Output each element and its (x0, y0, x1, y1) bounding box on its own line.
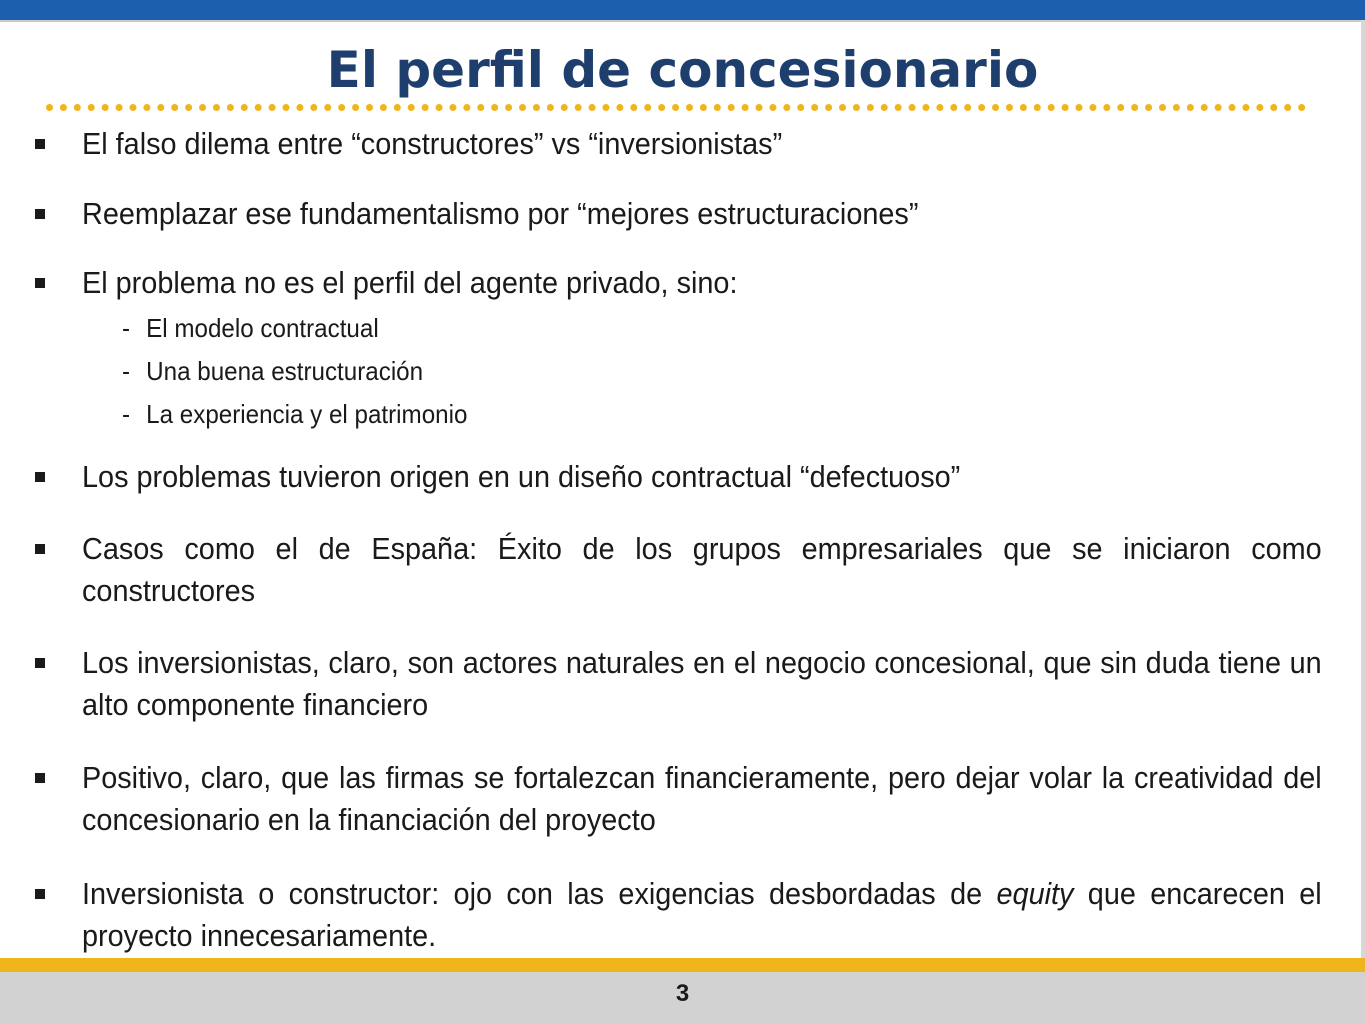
top-bar-shadow (0, 20, 1365, 22)
bullet-marker (35, 544, 45, 554)
sub-item-dash: - (122, 313, 131, 343)
sub-item-text: Una buena estructuración (146, 356, 424, 386)
bullet-text-part: Inversionista o constructor: ojo con las exigencias desbordadas de (82, 876, 997, 911)
sub-item-text: El modelo contractual (146, 313, 379, 343)
sub-item (122, 355, 423, 387)
right-edge-border (1361, 20, 1365, 975)
footer-accent-line (0, 958, 1365, 972)
bullet-text: Casos como el de España: Éxito de los grupos empresariales que se iniciaron como constructores (82, 531, 1322, 608)
top-color-bar (0, 0, 1365, 20)
bullet-text: Los problemas tuvieron origen en un diseño contractual “defectuoso” (82, 459, 961, 494)
bullet-text: El falso dilema entre “constructores” vs “inversionistas” (82, 126, 783, 161)
bullet-text-italic: equity (996, 876, 1074, 911)
sub-item-dash: - (122, 399, 131, 429)
bullet-text-part: que encarecen el proyecto innecesariamente. (82, 876, 1322, 953)
sub-item-dash: - (122, 356, 131, 386)
slide-title: El perfil de concesionario (326, 41, 1039, 99)
bullet-text: Reemplazar ese fundamentalismo por “mejores estructuraciones” (82, 196, 919, 231)
bullet-text: Positivo, claro, que las firmas se fortalezcan financieramente, pero dejar volar la creatividad del concesionario en la financiación del proyecto (82, 760, 1322, 837)
bullet-text (82, 873, 1322, 957)
page-number: 3 (675, 980, 690, 1007)
bullet-marker (35, 139, 45, 149)
bullet-marker (35, 773, 45, 783)
sub-item-text: La experiencia y el patrimonio (146, 399, 468, 429)
sub-item (122, 398, 467, 430)
bullet-text: Los inversionistas, claro, son actores naturales en el negocio concesional, que sin duda tiene un alto componente financiero (82, 645, 1322, 722)
bullet-marker (35, 278, 45, 288)
bullet-marker (35, 658, 45, 668)
sub-item (122, 312, 379, 344)
bullet-marker (35, 209, 45, 219)
bullet-marker (35, 889, 45, 899)
bullet-text: El problema no es el perfil del agente privado, sino: (82, 265, 738, 300)
bullet-marker (35, 472, 45, 482)
title-dotted-divider (46, 104, 1306, 111)
